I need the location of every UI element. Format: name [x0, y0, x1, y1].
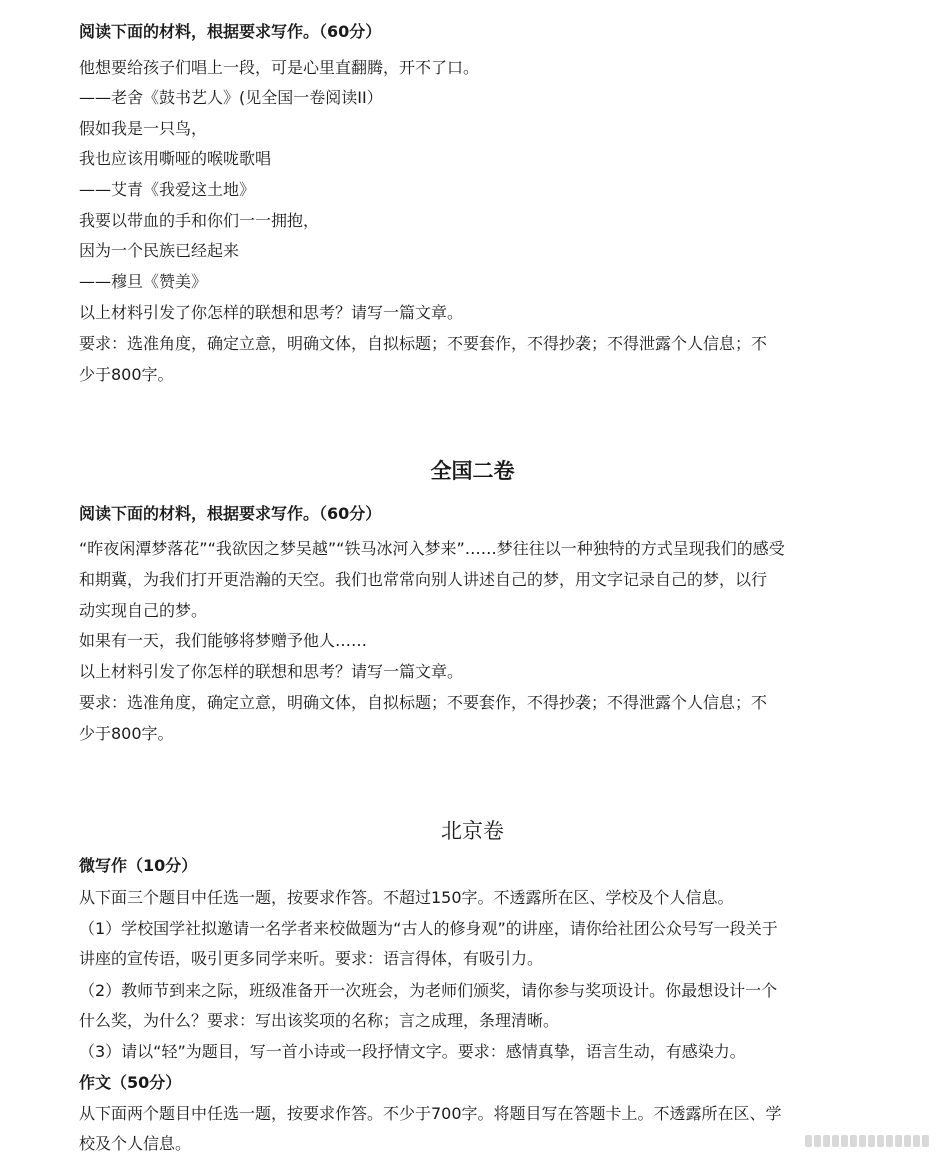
micro-writing-line: （3）请以“轻”为题目，写一首小诗或一段抒情文字。要求：感情真挚，语言生动，有感染力。 — [79, 1042, 746, 1061]
section2-line: 要求：选准角度，确定立意，明确文体，自拟标题；不要套作，不得抄袭；不得泄露个人信息；不 — [79, 693, 768, 712]
section1-line: 他想要给孩子们唱上一段，可是心里直翻腾，开不了口。 — [79, 58, 480, 77]
section1-line: 假如我是一只鸟， — [79, 119, 208, 138]
section1-line: 少于800字。 — [79, 365, 174, 384]
micro-writing-heading: 微写作（10分） — [79, 856, 198, 875]
micro-writing-line: 从下面三个题目中任选一题，按要求作答。不超过150字。不透露所在区、学校及个人信息。 — [79, 888, 734, 907]
essay-heading: 作文（50分） — [79, 1073, 182, 1092]
micro-writing-line: （2）教师节到来之际，班级准备开一次班会，为老师们颁奖，请你参与奖项设计。你最想设计一个 — [79, 981, 778, 1000]
section2-line: 动实现自己的梦。 — [79, 601, 208, 620]
section2-line: 少于800字。 — [79, 724, 174, 743]
section1-line: 以上材料引发了你怎样的联想和思考？请写一篇文章。 — [79, 303, 464, 322]
section1-instruction: 阅读下面的材料，根据要求写作。（60分） — [79, 22, 382, 41]
watermark — [805, 1133, 935, 1149]
section1-line: 我也应该用嘶哑的喉咙歌唱 — [79, 149, 272, 168]
section2-line: 和期冀，为我们打开更浩瀚的天空。我们也常常向别人讲述自己的梦，用文字记录自己的梦，以行 — [79, 570, 768, 589]
section1-line: ——穆旦《赞美》 — [79, 272, 208, 291]
essay-line: 校及个人信息。 — [79, 1134, 192, 1153]
micro-writing-line: （1）学校国学社拟邀请一名学者来校做题为“古人的修身观”的讲座，请你给社团公众号写一段关于 — [79, 919, 778, 938]
section2-line: 以上材料引发了你怎样的联想和思考？请写一篇文章。 — [79, 662, 464, 681]
cropped-text-line — [79, 1160, 839, 1168]
essay-line: 从下面两个题目中任选一题，按要求作答。不少于700字。将题目写在答题卡上。不透露所在区、学 — [79, 1104, 782, 1123]
section2-title: 全国二卷 — [430, 459, 515, 483]
section2-instruction: 阅读下面的材料，根据要求写作。（60分） — [79, 504, 382, 523]
micro-writing-line: 什么奖，为什么？要求：写出该奖项的名称；言之成理，条理清晰。 — [79, 1011, 560, 1030]
section1-line: 要求：选准角度，确定立意，明确文体，自拟标题；不要套作，不得抄袭；不得泄露个人信息；不 — [79, 334, 768, 353]
section1-line: 因为一个民族已经起来 — [79, 241, 240, 260]
section2-line: “昨夜闲潭梦落花”“我欲因之梦吴越”“铁马冰河入梦来”……梦往往以一种独特的方式呈现我们的感受 — [79, 539, 785, 558]
section1-line: ——艾青《我爱这土地》 — [79, 180, 256, 199]
section2-line: 如果有一天，我们能够将梦赠予他人…… — [79, 631, 368, 650]
section3-title: 北京卷 — [441, 819, 504, 843]
section1-line: ——老舍《鼓书艺人》(见全国一卷阅读II） — [79, 88, 383, 107]
micro-writing-line: 讲座的宣传语，吸引更多同学来听。要求：语言得体，有吸引力。 — [79, 949, 544, 968]
section1-line: 我要以带血的手和你们一一拥抱， — [79, 211, 320, 230]
